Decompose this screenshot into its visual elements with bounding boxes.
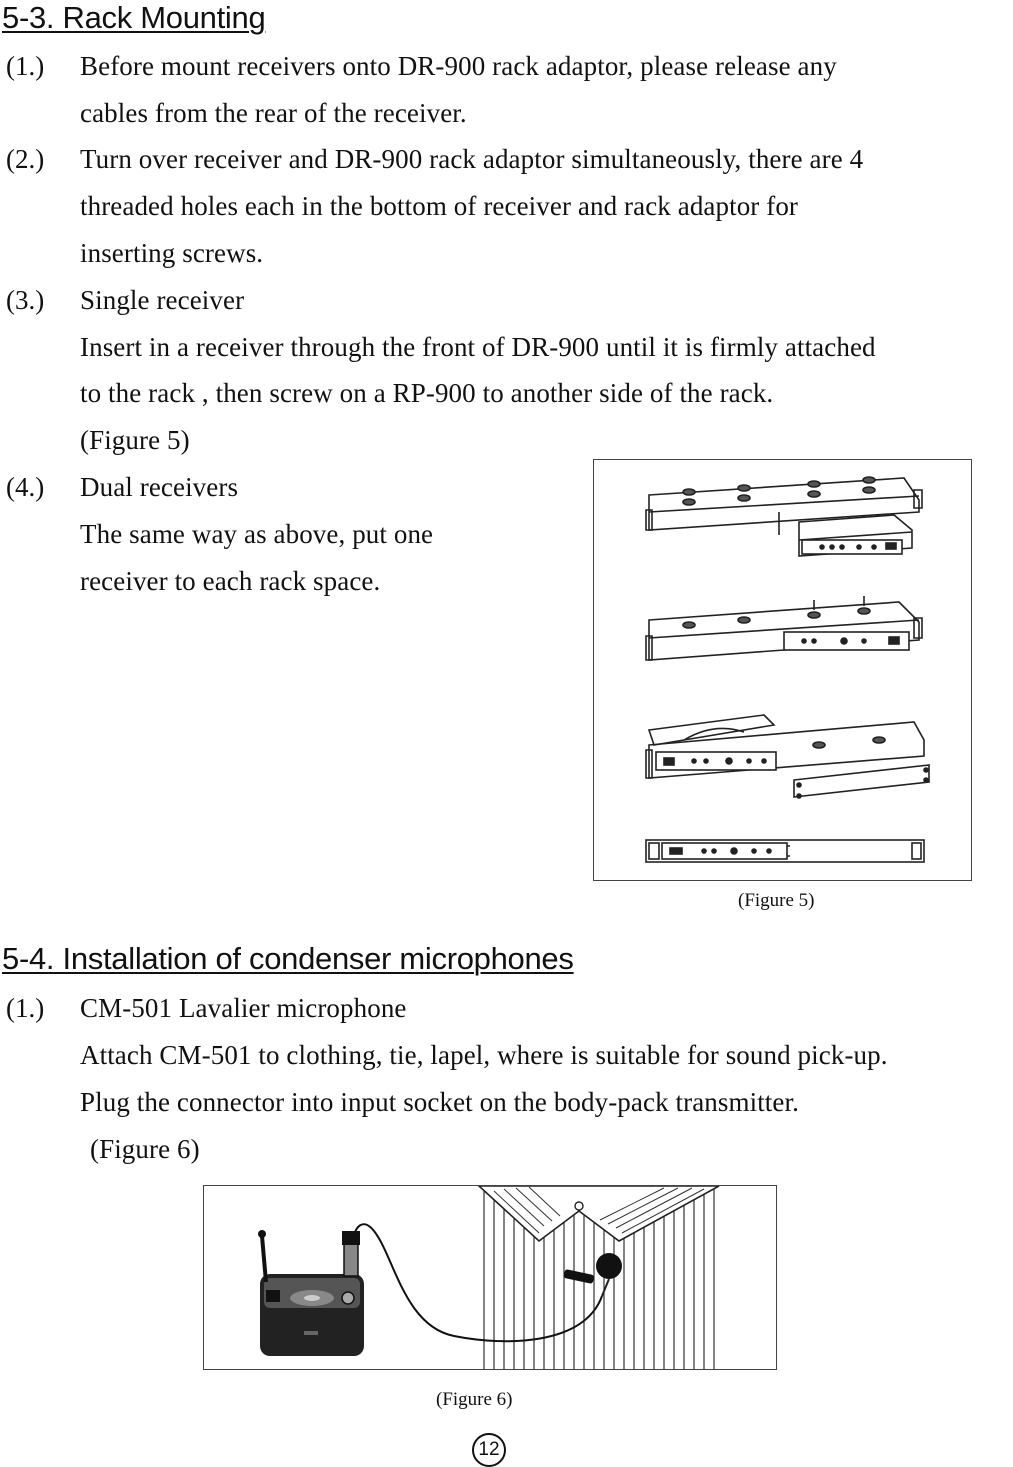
step-text: cables from the rear of the receiver.	[80, 98, 467, 128]
step-text: The same way as above, put one	[80, 519, 434, 549]
page-number: 12	[472, 1433, 506, 1467]
step-number: (2.)	[6, 144, 45, 174]
lavalier-diagram	[204, 1186, 776, 1369]
step-subtitle: CM-501 Lavalier microphone	[80, 993, 407, 1023]
figure-6-lavalier-illustration	[203, 1185, 777, 1370]
step-text: inserting screws.	[80, 238, 264, 268]
step-number: (4.)	[6, 472, 45, 502]
figure-6-caption: (Figure 6)	[436, 1389, 513, 1410]
step-text: receiver to each rack space.	[80, 566, 381, 596]
step-text: (Figure 6)	[90, 1134, 200, 1164]
step-text: Insert in a receiver through the front of DR-900 until it is firmly attached	[80, 332, 876, 362]
figure-5-caption: (Figure 5)	[738, 890, 815, 911]
step-text: Attach CM-501 to clothing, tie, lapel, where is suitable for sound pick-up.	[80, 1040, 888, 1070]
step-text: Plug the connector into input socket on the body-pack transmitter.	[80, 1087, 799, 1117]
step-text: to the rack , then screw on a RP-900 to another side of the rack.	[80, 378, 774, 408]
step-subtitle: Dual receivers	[80, 472, 239, 502]
section-heading-rack-mounting: 5-3. Rack Mounting	[2, 0, 266, 35]
step-text: Before mount receivers onto DR-900 rack adaptor, please release any	[80, 51, 837, 81]
step-number: (1.)	[6, 51, 45, 81]
step-text: Turn over receiver and DR-900 rack adaptor simultaneously, there are 4	[80, 144, 864, 174]
step-number: (1.)	[6, 993, 45, 1023]
step-number: (3.)	[6, 285, 45, 315]
rack-mount-diagram	[594, 460, 971, 880]
section-heading-condenser-microphones: 5-4. Installation of condenser microphones	[2, 941, 574, 976]
step-text: threaded holes each in the bottom of receiver and rack adaptor for	[80, 191, 799, 221]
figure-5-rack-illustration	[593, 459, 972, 881]
step-subtitle: Single receiver	[80, 285, 245, 315]
step-text: (Figure 5)	[80, 425, 190, 455]
